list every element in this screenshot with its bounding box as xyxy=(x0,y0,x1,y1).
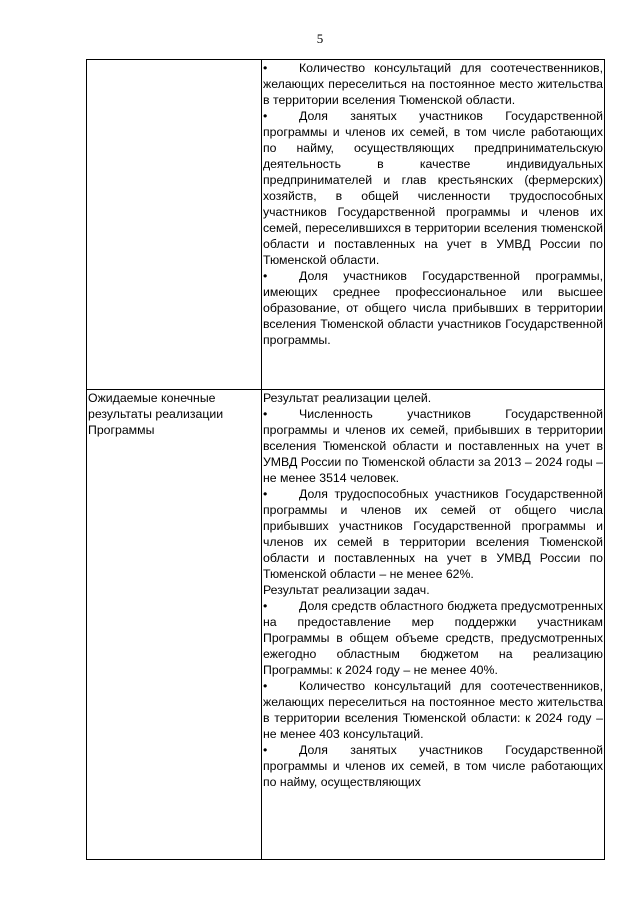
bullet-icon: • xyxy=(263,743,268,757)
bullet-icon: • xyxy=(263,679,268,693)
row-label: Ожидаемые конечные результаты реализации Программы xyxy=(87,390,262,860)
list-item: • Доля участников Государственной программы, имеющих среднее профессиональное или высшее образование, от общего числа прибывших в территории вселения Тюменской области участников Государственной программы. xyxy=(263,269,603,347)
bullet-icon: • xyxy=(263,487,268,501)
table-row xyxy=(87,60,605,390)
section-heading: Результат реализации целей. xyxy=(263,391,432,405)
bullet-icon: • xyxy=(263,407,268,421)
section-heading: Результат реализации задач. xyxy=(263,583,430,597)
list-item: • Численность участников Государственной программы и членов их семей, прибывших в территории вселения Тюменской области и поставленных на учет в УМВД России по Тюменской области за 2013 – 2024 годы – не менее 3514 человек. xyxy=(263,407,603,485)
row-content xyxy=(262,390,605,860)
program-passport-table xyxy=(86,59,605,860)
bullet-icon: • xyxy=(263,61,268,75)
page-number: 5 xyxy=(316,31,324,46)
list-item: • Количество консультаций для соотечественников, желающих переселиться на постоянное место жительства в территории вселения Тюменской области. xyxy=(263,61,603,107)
table-row xyxy=(87,390,605,860)
row-label xyxy=(87,60,262,390)
list-item: • Доля трудоспособных участников Государственной программы и членов их семей от общего числа прибывших участников Государственной программы и членов их семей в территории вселения Тюменской области и поставленных на учет в УМВД России по Тюменской области – не менее 62%. xyxy=(263,487,603,581)
bullet-icon: • xyxy=(263,599,268,613)
list-item: • Количество консультаций для соотечественников, желающих переселиться на постоянное место жительства в территории вселения Тюменской области: к 2024 году – не менее 403 консультаций. xyxy=(263,679,603,741)
bullet-icon: • xyxy=(263,269,268,283)
bullet-icon: • xyxy=(263,109,268,123)
row-content xyxy=(262,60,605,390)
list-item: • Доля средств областного бюджета предусмотренных на предоставление мер поддержки участникам Программы в общем объеме средств, предусмотренных ежегодно областным бюджетом на реализацию Программы: к 2024 году – не менее 40%. xyxy=(263,599,603,677)
list-item: • Доля занятых участников Государственной программы и членов их семей, в том числе работающих по найму, осуществляющих предпринимательскую деятельность в качестве индивидуальных предпринимателей и глав крестьянских (фермерских) хозяйств, в общей численности трудоспособных участников Государственной программы и членов их семей, переселившихся в территории вселения тюменской области и поставленных на учет в УМВД России по Тюменской области. xyxy=(263,109,603,267)
list-item: • Доля занятых участников Государственной программы и членов их семей, в том числе работающих по найму, осуществляющих xyxy=(263,743,603,789)
